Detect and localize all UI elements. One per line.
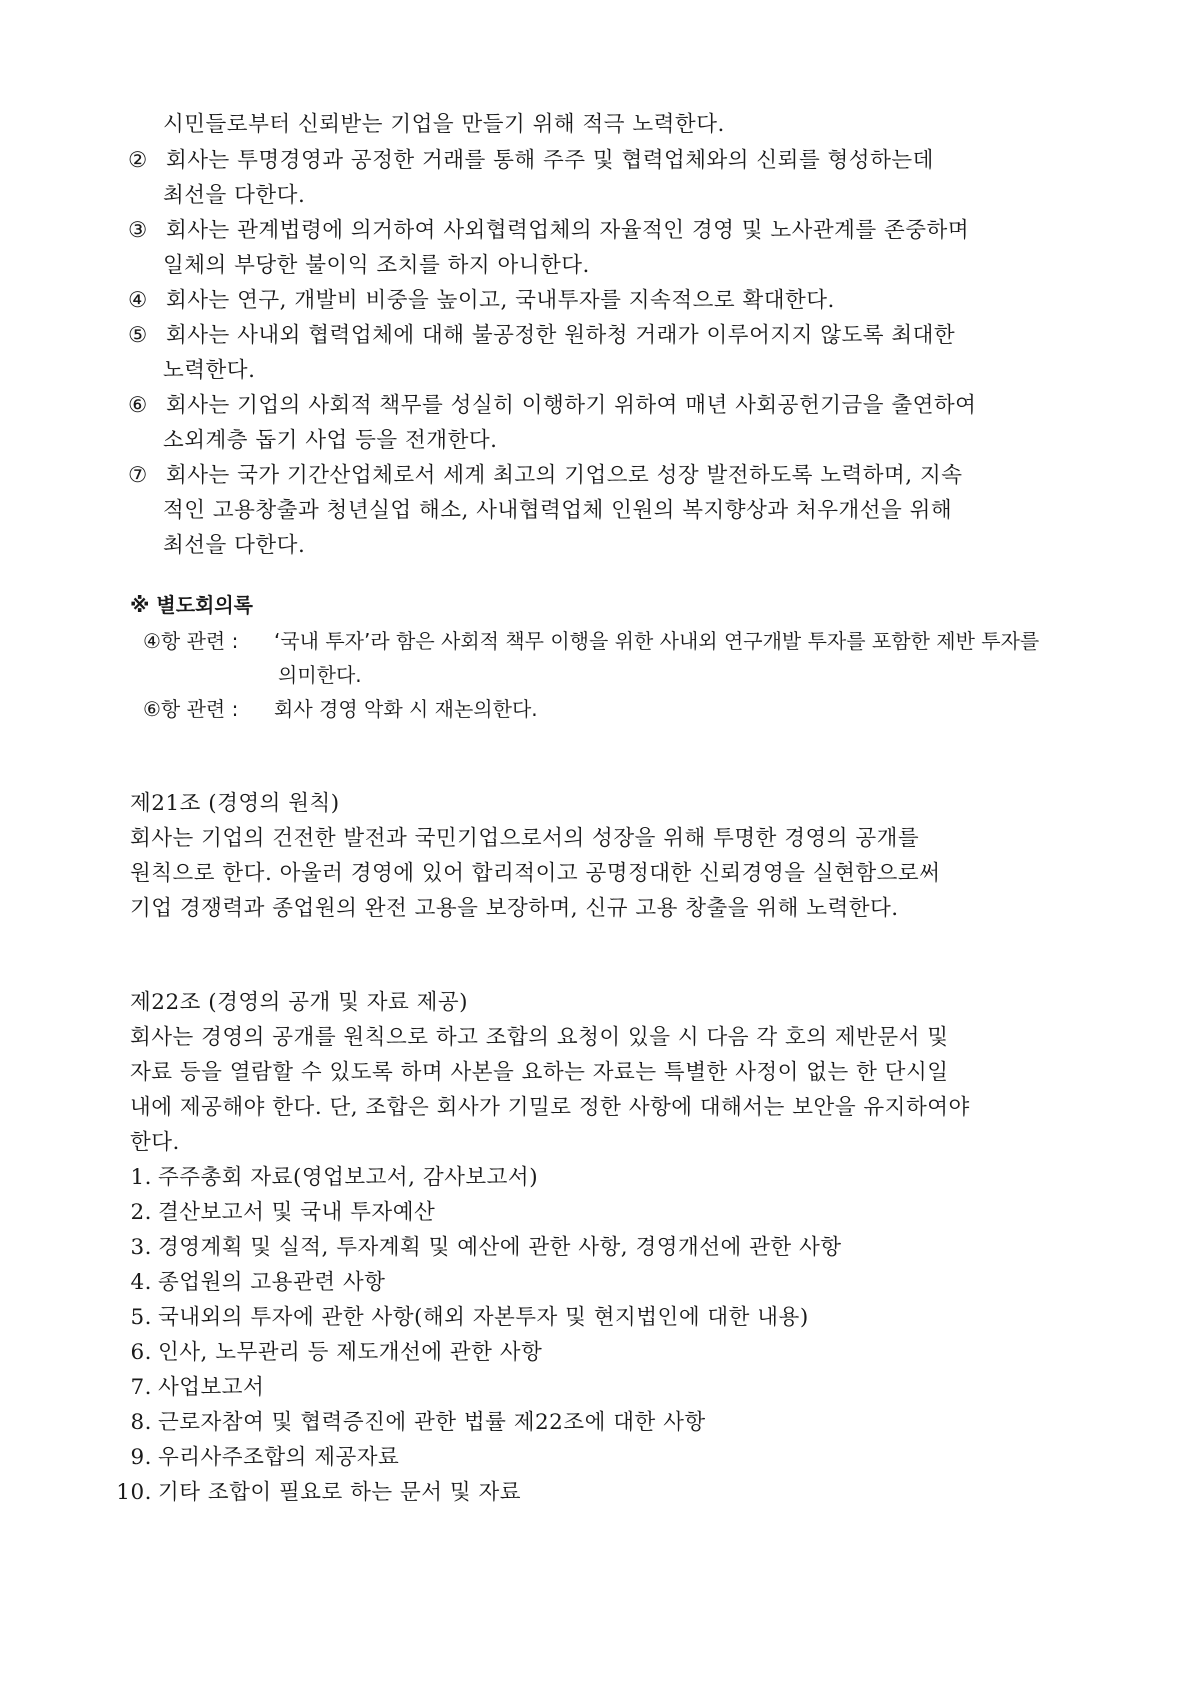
list-text: 주주총회 자료(영업보고서, 감사보고서): [158, 1165, 539, 1190]
list-item: [112, 1408, 706, 1438]
list-item: [112, 1443, 399, 1473]
text-line: 적인 고용창출과 청년실업 해소, 사내협력업체 인원의 복지향상과 처우개선을 위해: [163, 498, 953, 523]
text-line: 회사는 투명경영과 공정한 거래를 통해 주주 및 협력업체와의 신뢰를 형성하는데: [166, 148, 934, 173]
item-6-line-1: [128, 391, 976, 421]
article-22-line-3: 내에 제공해야 한다. 단, 조합은 회사가 기밀로 정한 사항에 대해서는 보안을 유지하여야: [130, 1095, 970, 1120]
list-item: [112, 1163, 538, 1193]
list-item: [112, 1303, 809, 1333]
minutes-note-4-line-1: ‘국내 투자’라 함은 사회적 책무 이행을 위한 사내외 연구개발 투자를 포함한 제반 투자를: [274, 629, 1040, 653]
list-number: 3.: [130, 1235, 152, 1260]
item-number: ③: [128, 218, 148, 243]
list-text: 국내외의 투자에 관한 사항(해외 자본투자 및 현지법인에 대한 내용): [158, 1305, 809, 1330]
list-text: 기타 조합이 필요로 하는 문서 및 자료: [158, 1480, 522, 1505]
text-line: 소외계층 돕기 사업 등을 전개한다.: [163, 428, 498, 453]
item-2-line-2: [163, 181, 305, 211]
item-4-line-1: [128, 286, 835, 316]
article-22-title: 제22조 (경영의 공개 및 자료 제공): [130, 990, 469, 1015]
list-item: [112, 1233, 842, 1263]
list-number: 1.: [130, 1165, 152, 1190]
item-number: ⑤: [128, 323, 148, 348]
item-number: ⑥: [128, 393, 148, 418]
text-line: 회사는 사내외 협력업체에 대해 불공정한 원하청 거래가 이루어지지 않도록 최대한: [166, 323, 956, 348]
article-22-line-1: 회사는 경영의 공개를 원칙으로 하고 조합의 요청이 있을 시 다음 각 호의 제반문서 및: [130, 1025, 949, 1050]
list-text: 인사, 노무관리 등 제도개선에 관한 사항: [158, 1340, 543, 1365]
minutes-title: ※ 별도회의록: [130, 593, 254, 617]
minutes-note-6-line-1: 회사 경영 악화 시 재논의한다.: [274, 697, 538, 721]
list-text: 사업보고서: [158, 1375, 265, 1400]
list-number: 5.: [130, 1305, 152, 1330]
item-5-line-2: [163, 356, 255, 386]
minutes-note-4-label: ④항 관련 :: [143, 629, 239, 653]
text-line: 최선을 다한다.: [163, 183, 306, 208]
list-number: 9.: [130, 1445, 152, 1470]
list-number: 6.: [130, 1340, 152, 1365]
item-6-line-2: [163, 426, 497, 456]
list-number: 4.: [130, 1270, 152, 1295]
list-item: [112, 1373, 264, 1403]
article-21-line-2: 원칙으로 한다. 아울러 경영에 있어 합리적이고 공명정대한 신뢰경영을 실현함으로써: [130, 861, 941, 886]
text-line: 회사는 기업의 사회적 책무를 성실히 이행하기 위하여 매년 사회공헌기금을 출연하여: [166, 393, 977, 418]
item-number: ⑦: [128, 463, 148, 488]
article-21-title: 제21조 (경영의 원칙): [130, 791, 340, 816]
item-3-line-1: [128, 216, 969, 246]
article-21-line-3: 기업 경쟁력과 종업원의 완전 고용을 보장하며, 신규 고용 창출을 위해 노력한다.: [130, 896, 899, 921]
item-2-line-1: [128, 146, 1078, 176]
list-item: [112, 1338, 542, 1368]
article-22-line-2: 자료 등을 열람할 수 있도록 하며 사본을 요하는 자료는 특별한 사정이 없는 한 단시일: [130, 1060, 949, 1085]
list-item: [112, 1478, 521, 1508]
list-number: 2.: [130, 1200, 152, 1225]
minutes-note-4-line-2: 의미한다.: [278, 663, 362, 687]
item-1-continuation: [163, 110, 725, 140]
text-line: 최선을 다한다.: [163, 533, 306, 558]
minutes-note-6-label: ⑥항 관련 :: [143, 697, 239, 721]
article-22-line-4: 한다.: [130, 1130, 180, 1155]
text-line: 노력한다.: [163, 358, 256, 383]
list-number: 8.: [130, 1410, 152, 1435]
item-3-line-2: [163, 251, 590, 281]
text-line: 시민들로부터 신뢰받는 기업을 만들기 위해 적극 노력한다.: [163, 112, 725, 137]
item-7-line-1: [128, 461, 963, 491]
article-21-line-1: 회사는 기업의 건전한 발전과 국민기업으로서의 성장을 위해 투명한 경영의 공개를: [130, 826, 920, 851]
list-text: 종업원의 고용관련 사항: [158, 1270, 386, 1295]
item-number: ②: [128, 148, 148, 173]
text-line: 회사는 국가 기간산업체로서 세계 최고의 기업으로 성장 발전하도록 노력하며, 지속: [166, 463, 963, 488]
list-text: 근로자참여 및 협력증진에 관한 법률 제22조에 대한 사항: [158, 1410, 706, 1435]
list-item: [112, 1268, 385, 1298]
list-text: 결산보고서 및 국내 투자예산: [158, 1200, 436, 1225]
text-line: 회사는 관계법령에 의거하여 사외협력업체의 자율적인 경영 및 노사관계를 존중하며: [166, 218, 970, 243]
list-number: 10.: [116, 1480, 152, 1505]
list-item: [112, 1198, 435, 1228]
text-line: 일체의 부당한 불이익 조치를 하지 아니한다.: [163, 253, 590, 278]
item-7-line-2: [163, 496, 952, 526]
list-text: 경영계획 및 실적, 투자계획 및 예산에 관한 사항, 경영개선에 관한 사항: [158, 1235, 842, 1260]
list-number: 7.: [130, 1375, 152, 1400]
item-number: ④: [128, 288, 148, 313]
item-5-line-1: [128, 321, 955, 351]
text-line: 회사는 연구, 개발비 비중을 높이고, 국내투자를 지속적으로 확대한다.: [166, 288, 835, 313]
item-7-line-3: [163, 531, 305, 561]
list-text: 우리사주조합의 제공자료: [158, 1445, 400, 1470]
